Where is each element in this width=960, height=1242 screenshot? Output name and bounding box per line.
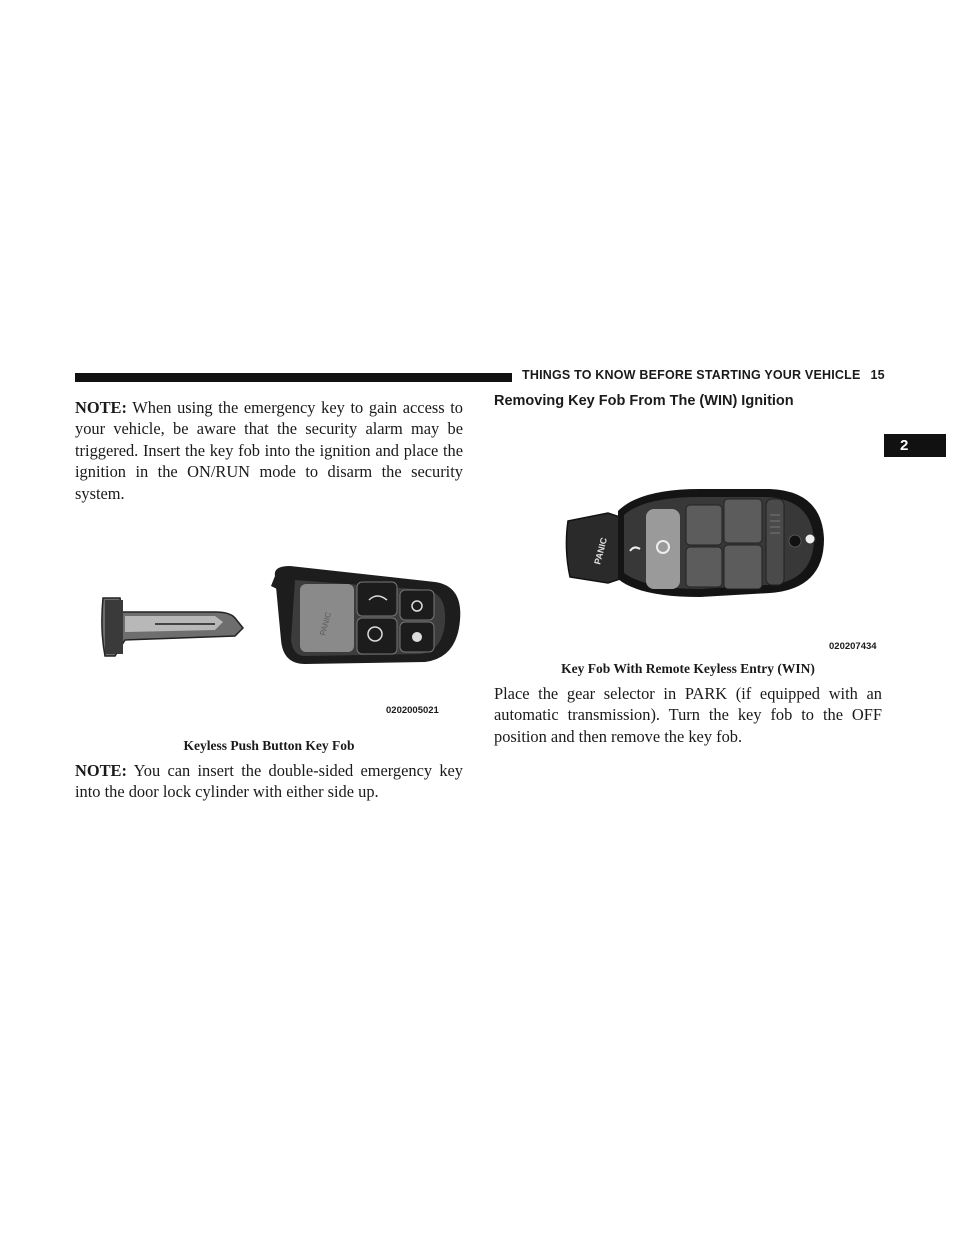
note-label: NOTE: [75, 761, 127, 780]
section-heading: Removing Key Fob From The (WIN) Ignition [494, 393, 794, 409]
note-label: NOTE: [75, 398, 127, 417]
body-paragraph: Place the gear selector in PARK (if equipped with an automatic transmission). Turn the key fob to the OFF position and then remove the key fob. [494, 684, 882, 746]
note-paragraph [75, 760, 463, 803]
section-title: THINGS TO KNOW BEFORE STARTING YOUR VEHICLE [522, 368, 861, 382]
chapter-tab[interactable]: 2 [884, 434, 946, 457]
page-number: 15 [870, 368, 885, 382]
figure-caption: Keyless Push Button Key Fob [183, 738, 355, 753]
emergency-key-illustration [102, 598, 243, 656]
note-paragraph [75, 397, 463, 504]
figure-code: 020207434 [829, 641, 877, 652]
win-key-fob-illustration [566, 489, 824, 597]
smart-key-fob-illustration [271, 566, 460, 664]
note-text: When using the emergency key to gain access to your vehicle, be aware that the security alarm may be triggered. Insert the key fob into the ignition and place the ignition in the ON/RUN mode to disarm the security system. [75, 398, 463, 503]
svg-text:PANIC: PANIC [592, 536, 610, 566]
svg-text:PANIC: PANIC [318, 611, 334, 637]
figure-code: 0202005021 [386, 705, 439, 716]
figure-caption: Key Fob With Remote Keyless Entry (WIN) [561, 661, 815, 676]
win-key-fob-image [560, 485, 830, 635]
keyless-push-button-fob-image [95, 560, 465, 675]
note-text: You can insert the double-sided emergency key into the door lock cylinder with either side up. [75, 761, 463, 802]
running-header [522, 368, 885, 382]
header-rule [75, 373, 512, 382]
